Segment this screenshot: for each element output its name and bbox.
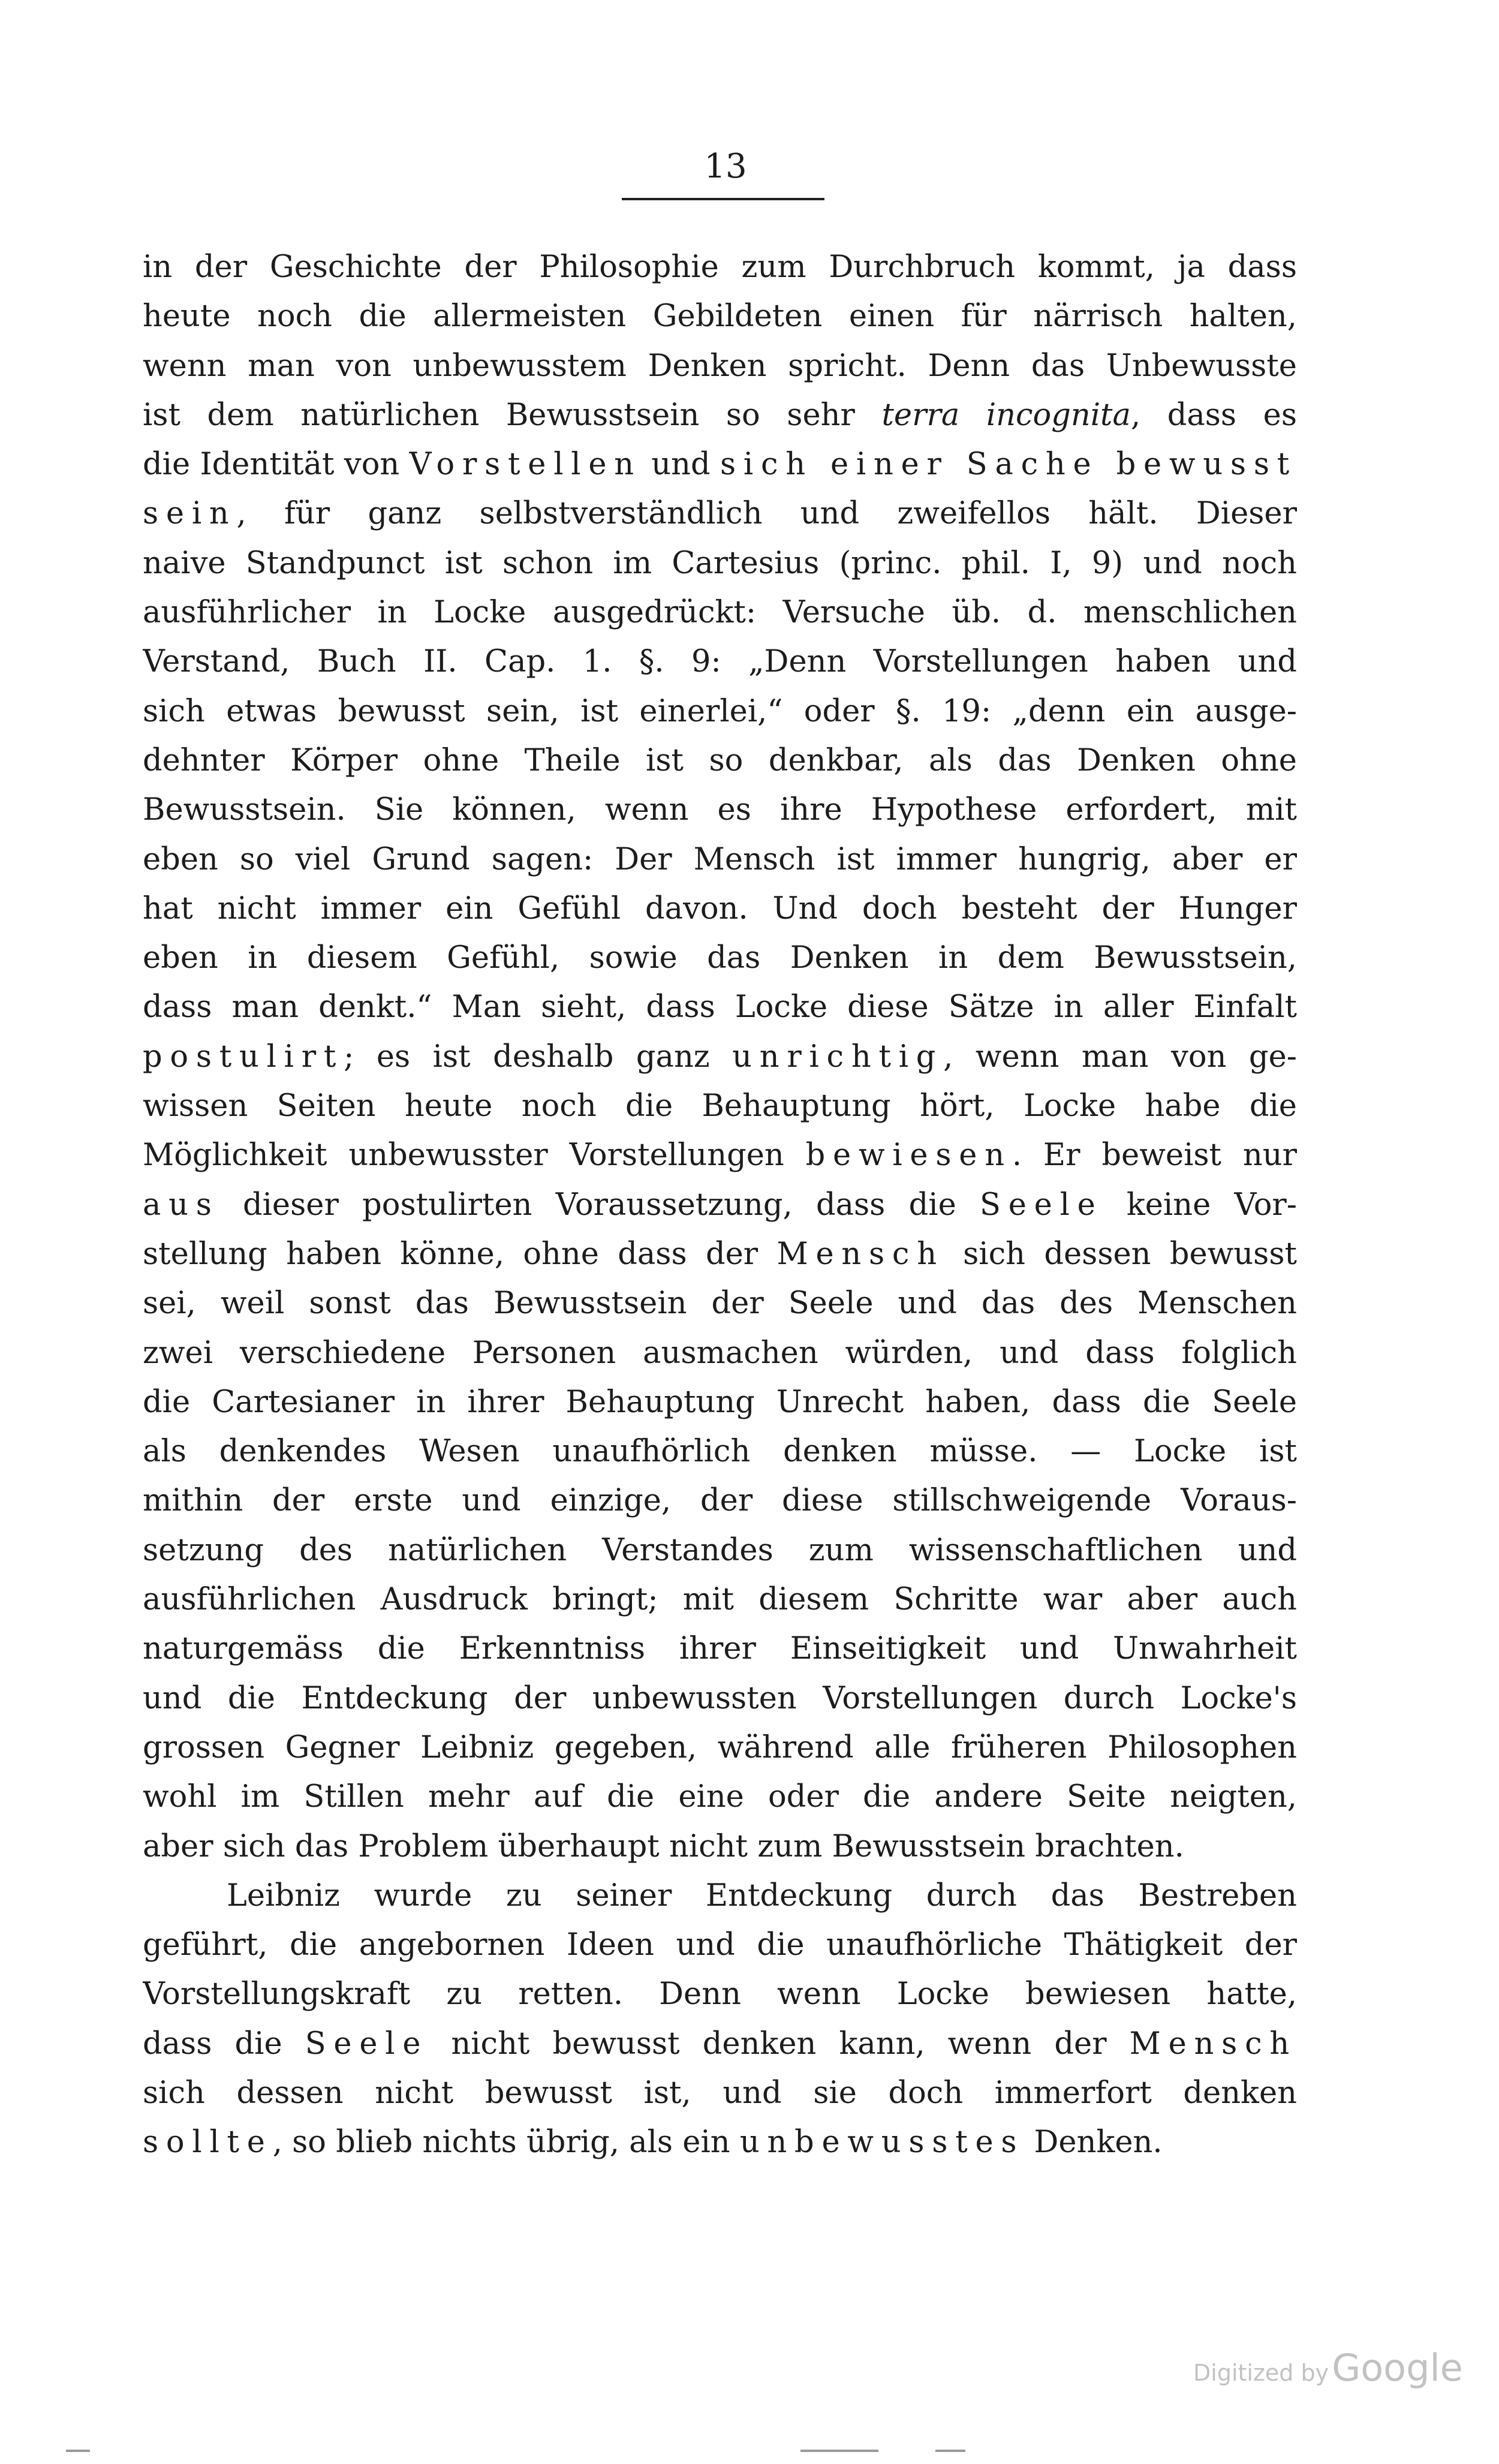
text-line: [143, 1082, 1297, 1131]
text-run: zwei verschiedene Personen ausmachen würden, und dass folglich: [143, 1335, 1297, 1371]
text-line: [143, 1970, 1297, 2019]
emphasis-spaced: unbewusstes: [739, 2125, 1025, 2161]
scan-mark: [66, 2450, 90, 2452]
text-line: [143, 539, 1297, 588]
text-run: keine Vor-: [1103, 1187, 1297, 1223]
text-run: wenn man von unbewusstem Denken spricht. Denn das Unbewusste: [143, 348, 1297, 384]
text-line: [143, 1674, 1297, 1723]
text-run: dass man denkt.“ Man sieht, dass Locke diese Sätze in aller Einfalt: [143, 989, 1297, 1025]
text-run: ausführlicher in Locke ausgedrückt: Versuche üb. d. menschlichen: [143, 595, 1297, 631]
text-line: [143, 884, 1297, 934]
text-line: [143, 2118, 1297, 2167]
text-run: als denkendes Wesen unaufhörlich denken müsse. — Locke ist: [143, 1434, 1297, 1470]
emphasis-italic: terra incognita: [881, 397, 1131, 433]
text-run: . Er beweist nur: [1012, 1138, 1297, 1174]
text-line: [143, 1033, 1297, 1082]
text-run: eben so viel Grund sagen: Der Mensch ist immer hungrig, aber er: [143, 841, 1297, 877]
emphasis-spaced: Mensch: [1129, 2026, 1297, 2062]
text-run: nicht bewusst denken kann, wenn der: [428, 2026, 1130, 2062]
text-line: [143, 1181, 1297, 1230]
emphasis-spaced: Vorstellen: [409, 447, 642, 483]
text-line: [143, 1575, 1297, 1624]
text-run: ist dem natürlichen Bewusstsein so sehr: [143, 397, 882, 433]
emphasis-spaced: sollte: [143, 2125, 273, 2161]
digitized-watermark: [1193, 2346, 1463, 2390]
text-run: mithin der erste und einzige, der diese stillschweigende Voraus-: [143, 1483, 1297, 1519]
text-run: dass die: [143, 2026, 305, 2062]
text-run: wohl im Stillen mehr auf die eine oder die andere Seite neigten,: [143, 1779, 1297, 1815]
text-run: Leibniz wurde zu seiner Entdeckung durch das Bestreben: [227, 1878, 1297, 1914]
text-run: , wenn man von ge-: [943, 1039, 1297, 1075]
emphasis-spaced: sein: [143, 496, 237, 532]
emphasis-spaced: Seele: [305, 2026, 429, 2062]
text-run: sich etwas bewusst sein, ist einerlei,“ oder §. 19: „denn ein ausge-: [143, 693, 1297, 729]
text-line: [143, 292, 1297, 341]
text-line: [143, 391, 1297, 440]
text-line: [143, 1921, 1297, 1970]
body-text: [143, 243, 1297, 2168]
scan-mark: [800, 2450, 878, 2452]
text-run: ausführlichen Ausdruck bringt; mit diesem Schritte war aber auch: [143, 1582, 1297, 1618]
text-run: sei, weil sonst das Bewusstsein der Seele und das des Menschen: [143, 1286, 1297, 1322]
emphasis-spaced: unrichtig: [732, 1039, 944, 1075]
scan-mark: [935, 2450, 965, 2452]
text-line: [143, 1822, 1297, 1872]
text-run: heute noch die allermeisten Gebildeten einen für närrisch halten,: [143, 299, 1297, 335]
text-line: [143, 489, 1297, 538]
watermark-brand: Google: [1332, 2346, 1463, 2390]
scan-edge-marks: [0, 2450, 1499, 2456]
text-run: , so blieb nichts übrig, als ein: [272, 2125, 740, 2161]
text-run: eben in diesem Gefühl, sowie das Denken in dem Bewusstsein,: [143, 940, 1297, 976]
text-line: [143, 1624, 1297, 1674]
text-line: [143, 2069, 1297, 2118]
text-run: geführt, die angebornen Ideen und die unaufhörliche Thätigkeit der: [143, 1927, 1297, 1963]
text-line: [143, 687, 1297, 736]
text-line: [143, 1427, 1297, 1476]
text-line: [143, 1131, 1297, 1180]
text-line: [143, 1279, 1297, 1328]
watermark-prefix: Digitized by: [1193, 2360, 1329, 2386]
emphasis-spaced: Seele: [980, 1187, 1103, 1223]
text-run: naive Standpunct ist schon im Cartesius (princ. phil. I, 9) und noch: [143, 545, 1297, 581]
text-line: [143, 588, 1297, 637]
emphasis-spaced: aus: [143, 1187, 219, 1223]
text-run: Vorstellungskraft zu retten. Denn wenn Locke bewiesen hatte,: [143, 1976, 1297, 2012]
text-run: die Cartesianer in ihrer Behauptung Unrecht haben, dass die Seele: [143, 1384, 1297, 1420]
text-line: [143, 736, 1297, 786]
text-run: in der Geschichte der Philosophie zum Durchbruch kommt, ja dass: [143, 249, 1297, 285]
page-number: 13: [704, 147, 747, 186]
text-run: sich dessen nicht bewusst ist, und sie doch immerfort denken: [143, 2075, 1297, 2111]
text-line: [143, 1773, 1297, 1822]
text-run: und die Entdeckung der unbewussten Vorstellungen durch Locke's: [143, 1680, 1297, 1716]
text-run: die Identität von: [143, 447, 410, 483]
text-line: [143, 1872, 1297, 1921]
text-run: Bewusstsein. Sie können, wenn es ihre Hypothese erfordert, mit: [143, 792, 1297, 828]
text-run: , dass es: [1130, 397, 1297, 433]
text-run: ; es ist deshalb ganz: [344, 1039, 733, 1075]
text-run: und: [641, 447, 720, 483]
text-line: [143, 1230, 1297, 1279]
header-rule: [622, 198, 824, 200]
text-run: , für ganz selbstverständlich und zweifellos hält. Dieser: [236, 496, 1297, 532]
text-run: grossen Gegner Leibniz gegeben, während alle früheren Philosophen: [143, 1729, 1297, 1765]
text-line: [143, 342, 1297, 391]
text-line: [143, 1476, 1297, 1526]
text-line: [143, 934, 1297, 983]
emphasis-spaced: Mensch: [776, 1236, 944, 1272]
text-line: [143, 983, 1297, 1032]
emphasis-spaced: postulirt: [143, 1039, 344, 1075]
text-line: [143, 786, 1297, 835]
text-run: dehnter Körper ohne Theile ist so denkbar, als das Denken ohne: [143, 742, 1297, 778]
emphasis-spaced: sich einer Sache bewusst: [720, 447, 1297, 483]
text-line: [143, 440, 1297, 489]
text-line: [143, 243, 1297, 292]
text-run: Verstand, Buch II. Cap. 1. §. 9: „Denn Vorstellungen haben und: [143, 644, 1297, 680]
text-run: Möglichkeit unbewusster Vorstellungen: [143, 1138, 806, 1174]
emphasis-spaced: bewiesen: [805, 1138, 1012, 1174]
text-line: [143, 835, 1297, 884]
text-line: [143, 1329, 1297, 1378]
text-run: stellung haben könne, ohne dass der: [143, 1236, 777, 1272]
text-line: [143, 1723, 1297, 1773]
text-run: dieser postulirten Voraussetzung, dass die: [219, 1187, 980, 1223]
text-line: [143, 637, 1297, 687]
text-run: aber sich das Problem überhaupt nicht zum Bewusstsein brachten.: [143, 1828, 1184, 1864]
text-run: naturgemäss die Erkenntniss ihrer Einseitigkeit und Unwahrheit: [143, 1631, 1297, 1667]
text-line: [143, 1526, 1297, 1575]
text-run: sich dessen bewusst: [944, 1236, 1297, 1272]
text-run: hat nicht immer ein Gefühl davon. Und doch besteht der Hunger: [143, 890, 1297, 926]
text-run: wissen Seiten heute noch die Behauptung hört, Locke habe die: [143, 1088, 1297, 1124]
text-run: setzung des natürlichen Verstandes zum wissenschaftlichen und: [143, 1532, 1297, 1568]
text-run: Denken.: [1024, 2125, 1163, 2161]
text-line: [143, 1378, 1297, 1427]
text-line: [143, 2020, 1297, 2069]
